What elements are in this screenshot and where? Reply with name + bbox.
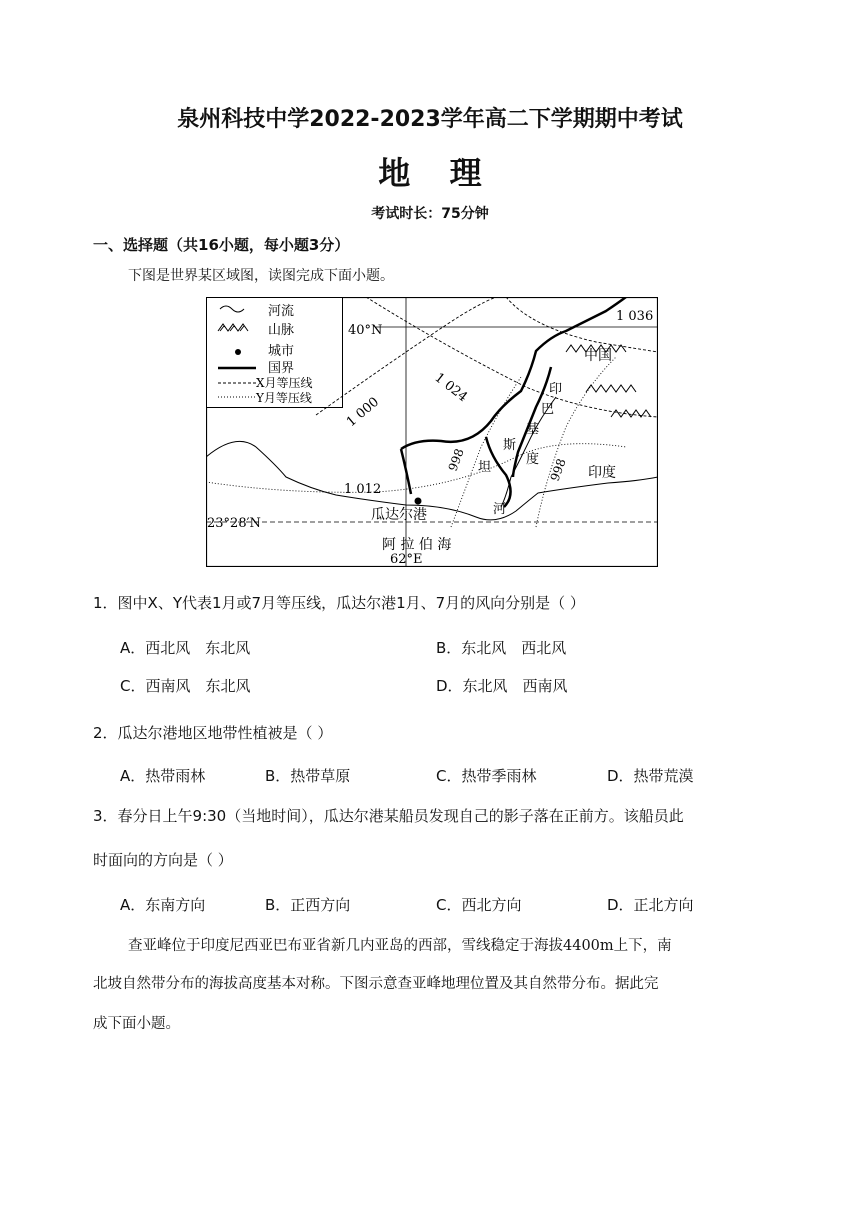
question-3-line-1: 3．春分日上午9:30（当地时间），瓜达尔港某船员发现自己的影子落在正前方。该船员此 xyxy=(93,807,684,825)
arabian-sea-label: 阿 拉 伯 海 xyxy=(382,537,452,553)
isobar-1024-label: 1 024 xyxy=(431,370,471,406)
china-label: 中国 xyxy=(584,348,612,364)
q1-option-a[interactable]: A．西北风 东北风 xyxy=(120,639,251,657)
section-heading: 一、选择题（共16小题，每小题3分） xyxy=(93,236,350,254)
map-intro: 下图是世界某区域图，读图完成下面小题。 xyxy=(128,268,394,284)
question-3-line-2: 时面向的方向是（ ） xyxy=(93,851,233,869)
passage-line-3: 成下面小题。 xyxy=(93,1016,180,1032)
india-label: 印度 xyxy=(588,465,616,481)
q2-option-c[interactable]: C．热带季雨林 xyxy=(436,767,537,785)
question-2: 2．瓜达尔港地区地带性植被是（ ） xyxy=(93,724,333,742)
q1-option-c[interactable]: C．西南风 东北风 xyxy=(120,677,251,695)
legend-city: 城市 xyxy=(268,344,295,359)
indus-char-7: 河 xyxy=(493,502,507,517)
region-map xyxy=(206,297,658,567)
lat-23-label: 23°28′N xyxy=(207,516,261,531)
q3-option-d[interactable]: D．正北方向 xyxy=(607,896,694,914)
lat-40-label: 40°N xyxy=(348,323,383,338)
indus-char-2: 巴 xyxy=(541,402,555,417)
gwadar-label: 瓜达尔港 xyxy=(371,507,427,523)
exam-title: 泉州科技中学2022-2023学年高二下学期期中考试 xyxy=(177,107,683,132)
subject-title: 地 理 xyxy=(378,154,496,192)
q2-option-a[interactable]: A．热带雨林 xyxy=(120,767,206,785)
isobar-1036-label: 1 036 xyxy=(616,309,654,324)
q3-option-b[interactable]: B．正西方向 xyxy=(265,896,351,914)
q2-option-d[interactable]: D．热带荒漠 xyxy=(607,767,694,785)
q3-option-c[interactable]: C．西北方向 xyxy=(436,896,522,914)
q1-option-b[interactable]: B．东北风 西北风 xyxy=(436,639,567,657)
indus-char-1: 印 xyxy=(549,382,563,397)
lon-62-label: 62°E xyxy=(390,552,423,567)
isobar-1000-label: 1 000 xyxy=(343,394,383,431)
legend-border: 国界 xyxy=(268,361,295,376)
legend-river: 河流 xyxy=(268,304,295,319)
gwadar-city-marker xyxy=(415,498,422,505)
legend-mountain: 山脉 xyxy=(268,323,295,338)
exam-duration: 考试时长：75分钟 xyxy=(371,206,489,222)
indus-char-4: 斯 xyxy=(503,438,517,453)
indus-char-6: 坦 xyxy=(478,460,492,475)
isobar-998-label-east: 998 xyxy=(547,456,569,484)
isobar-998-label-west: 998 xyxy=(445,446,467,474)
legend-y-isobar: Y月等压线 xyxy=(256,391,312,405)
isobar-1012-label: 1 012 xyxy=(344,482,382,497)
indus-char-5: 度 xyxy=(526,452,540,467)
passage-line-1: 查亚峰位于印度尼西亚巴布亚省新几内亚岛的西部，雪线稳定于海拔4400m上下，南 xyxy=(128,938,672,954)
city-legend-icon xyxy=(235,349,241,355)
q2-option-b[interactable]: B．热带草原 xyxy=(265,767,351,785)
question-1: 1．图中X、Y代表1月或7月等压线，瓜达尔港1月、7月的风向分别是（ ） xyxy=(93,594,585,612)
legend-x-isobar: X月等压线 xyxy=(256,376,313,390)
passage-line-2: 北坡自然带分布的海拔高度基本对称。下图示意查亚峰地理位置及其自然带分布。据此完 xyxy=(93,976,659,992)
indus-char-3: 基 xyxy=(526,422,540,437)
q3-option-a[interactable]: A．东南方向 xyxy=(120,896,206,914)
q1-option-d[interactable]: D．东北风 西南风 xyxy=(436,677,568,695)
